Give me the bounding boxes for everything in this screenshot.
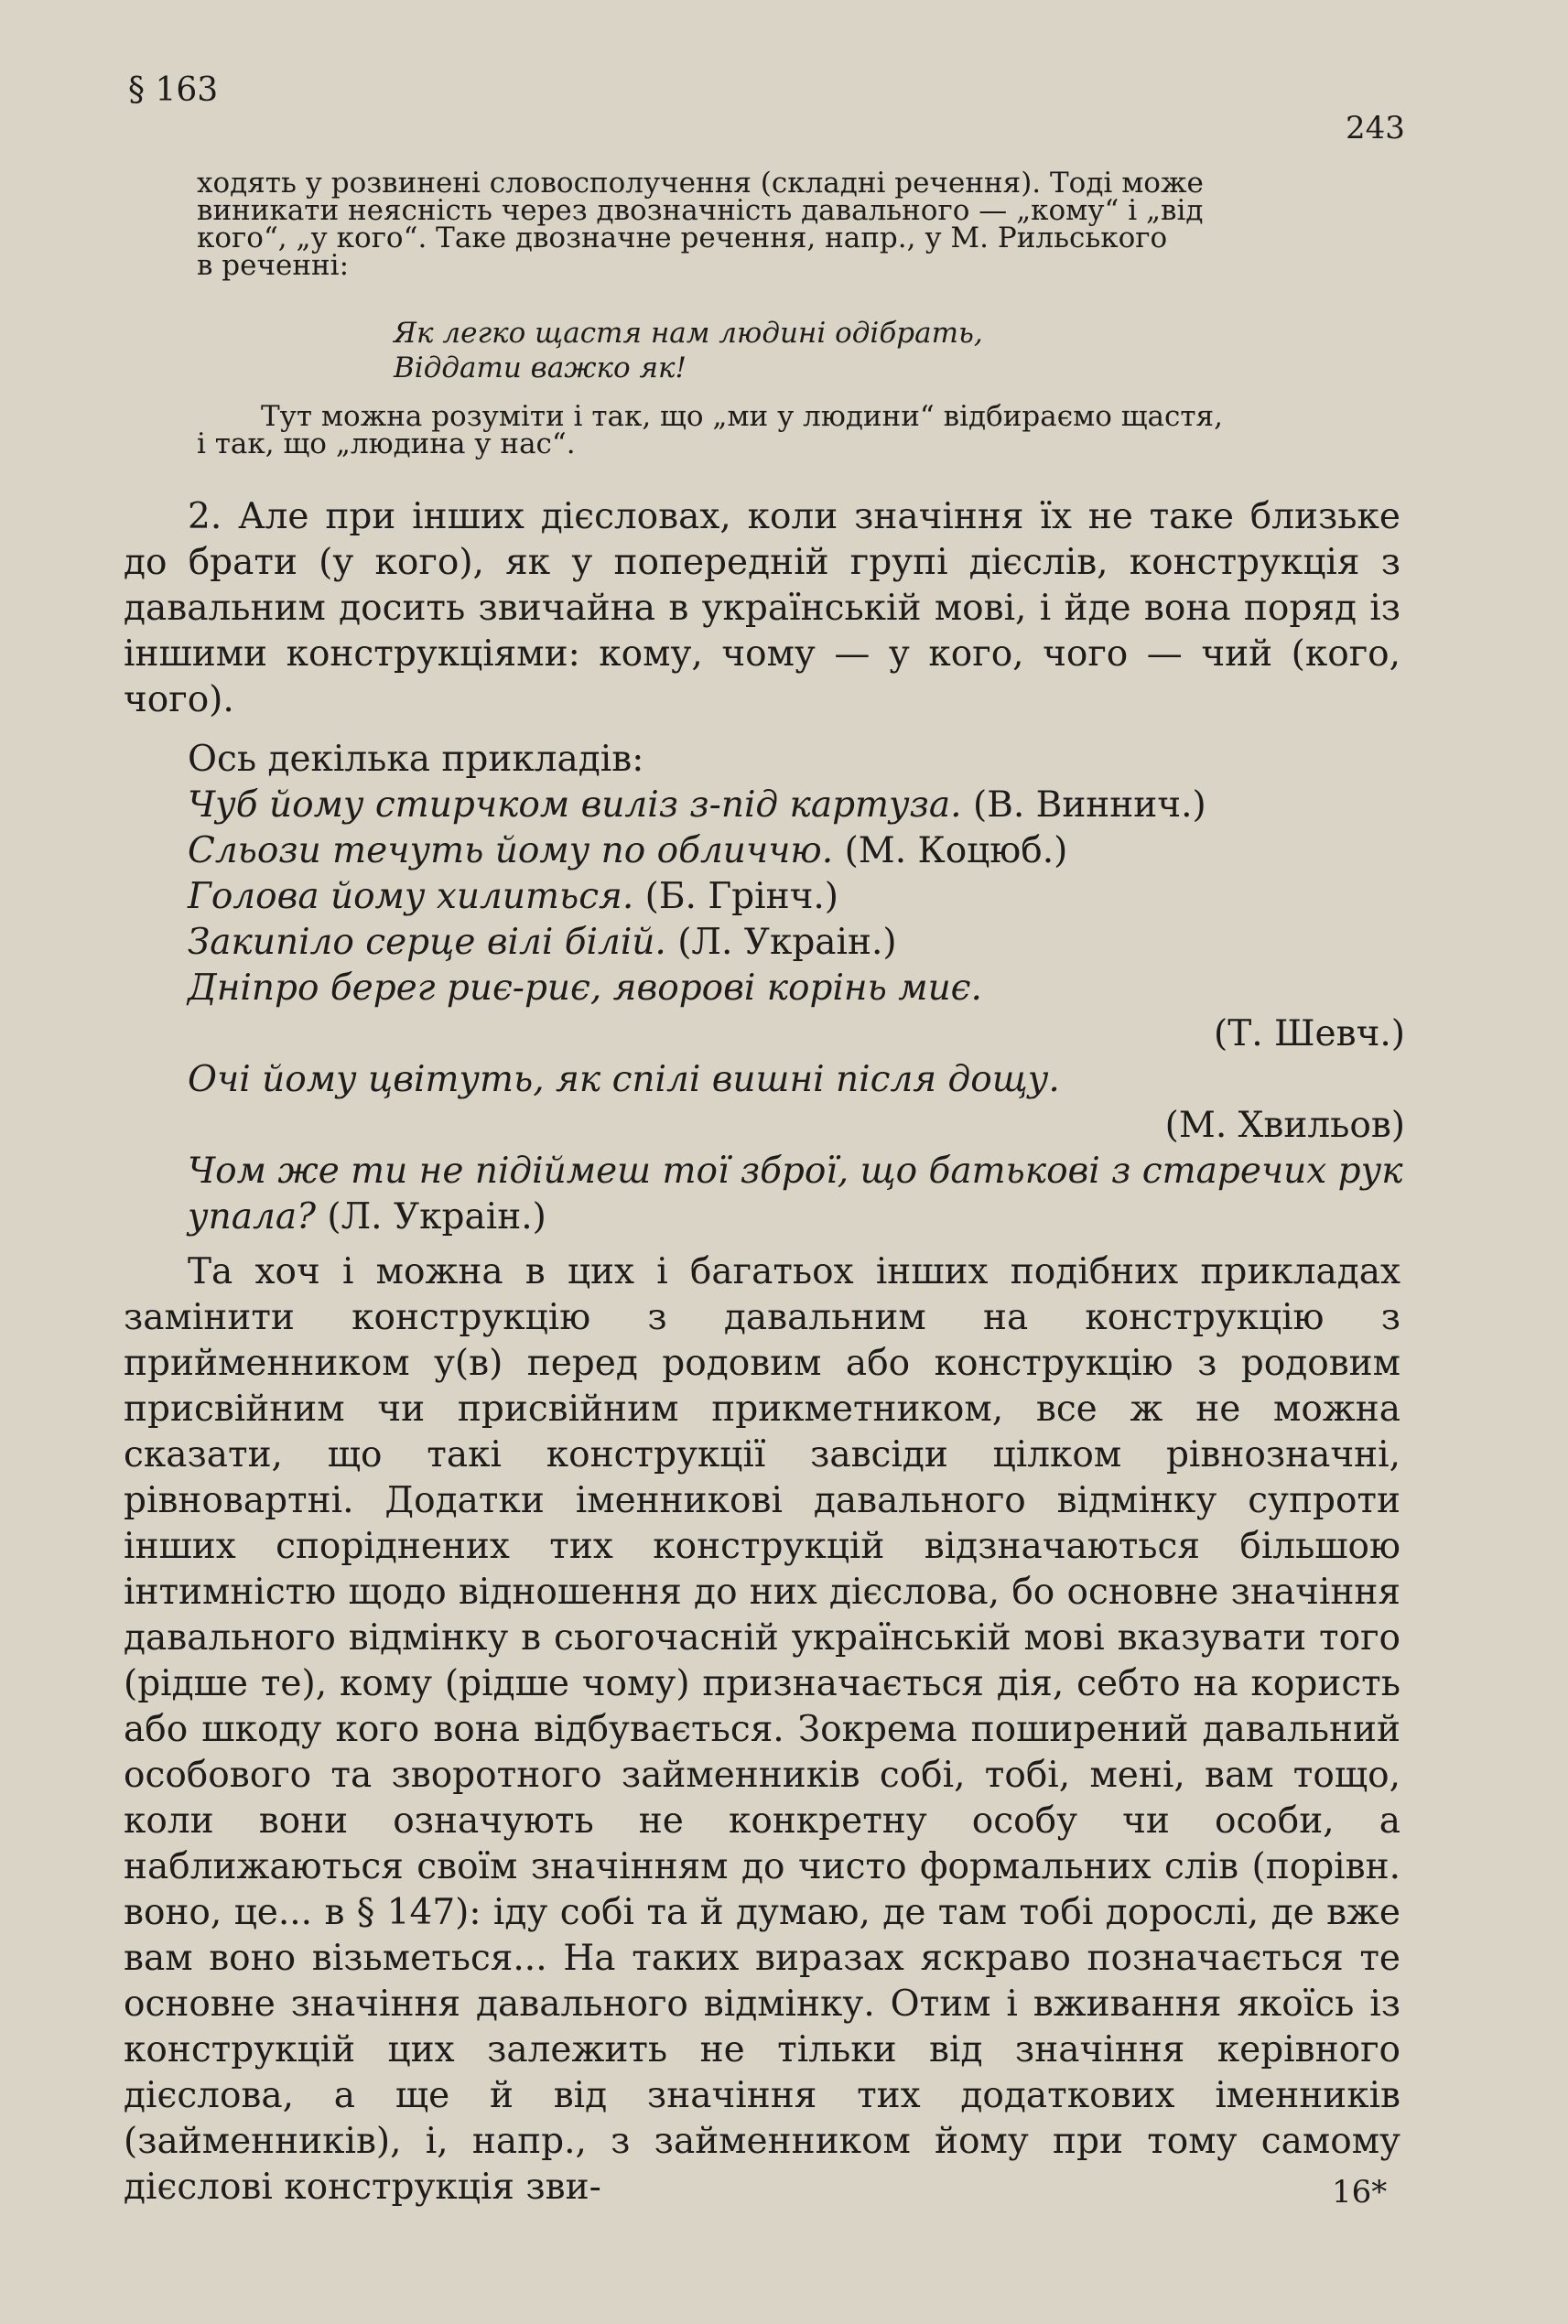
example-source: (М. Хвильов): [1164, 1105, 1405, 1146]
example-text: Сльози течуть йому по обличчю.: [188, 830, 834, 871]
examples-block: [188, 737, 1405, 1240]
explain-paragraph: [197, 400, 1405, 460]
paragraph-text: Та хоч і можна в цих і багатьох інших подібних прикладах замінити конструкцію з давальним на конструкцію з прийменником у(в) перед родовим або конструкцію з родовим присвійним чи присвійним прикметником, все ж не можна сказати, що такі конструкції завсіди цілком рівнозначні, рівновартні. Додатки іменникові давального відмінку супроти інших споріднених тих конструкцій відзначаються більшою інтимністю щодо відношення до них дієслова, бо основне значіння давального відмінку в сьогочасній українській мові вказувати того (рідше те), кому (рідше чому) призначається дія, себто на користь або шкоду кого вона відбувається. Зокрема поширений давальний особового та зворотного займенників собі, тобі, мені, вам тощо, коли вони означують не конкретну особу чи особи, а наближаються своїм значінням до чисто формальних слів (порівн. воно, це... в § 147): іду собі та й думаю, де там тобі дорослі, де вже вам воно візьметься... На таких виразах яскраво позначається те основне значіння давального відмінку. Отим і вживання якоїсь із конструкцій цих залежить не тільки від значіння керівного дієслова, а ще й від значіння тих додаткових іменників (займенників), і, напр., з займенником йому при тому самому дієслові конструкція зви-: [124, 1251, 1400, 2208]
example-text: Чуб йому стирчком виліз з-під картуза.: [188, 784, 962, 826]
example-source: (Б. Грінч.): [644, 876, 838, 917]
section-number: § 163: [128, 71, 219, 109]
examples-intro: Ось декілька прикладів:: [188, 739, 644, 780]
example-line: [188, 920, 1405, 966]
text-line: і так, що „людина у нас“.: [197, 427, 576, 460]
poem-line: Як легко щастя нам людині одібрать,: [394, 317, 983, 350]
poem-quote: [394, 316, 983, 385]
example-source: (В. Виннич.): [972, 784, 1206, 826]
example-text: Голова йому хилиться.: [188, 876, 634, 917]
paragraph-3: [124, 1249, 1400, 2211]
page-number: 243: [1346, 110, 1405, 146]
printer-signature: 16*: [1332, 2174, 1388, 2211]
example-line: [188, 1149, 1405, 1240]
example-text: Чом же ти не підіймеш тої зброї, що батькові з старечих рук упала?: [188, 1151, 1403, 1238]
example-line: [188, 783, 1405, 828]
text-line: ходять у розвинені словосполучення (складні речення). Тоді може: [197, 167, 1204, 200]
example-line: [188, 874, 1405, 920]
example-source: (Л. Украін.): [327, 1196, 546, 1238]
text-line: Тут можна розуміти і так, що „ми у людини“ відбираємо щастя,: [261, 400, 1223, 433]
example-line: [188, 1057, 1405, 1103]
top-paragraph: [197, 167, 1405, 282]
example-text: Дніпро берег риє-риє, яворові корінь миє.: [188, 967, 982, 1009]
example-line: [188, 966, 1405, 1011]
example-source: (Л. Украін.): [677, 922, 897, 963]
text-line: в реченні:: [197, 249, 350, 282]
paragraph-2: [124, 494, 1400, 723]
text-line: кого“, „у кого“. Таке двозначне речення, напр., у М. Рильського: [197, 222, 1168, 254]
example-text: Закипіло серце вілі білій.: [188, 922, 666, 963]
text-line: виникати неясність через двозначність давального — „кому“ і „від: [197, 194, 1204, 227]
paragraph-text: 2. Але при інших дієсловах, коли значіння їх не таке близьке до брати (у кого), як у попередній групі дієслів, конструкція з давальним досить звичайна в українській мові, і йде вона поряд із іншими конструкціями: кому, чому — у кого, чого — чий (кого, чого).: [124, 496, 1400, 720]
poem-line: Віддати важко як!: [394, 351, 687, 384]
example-source: (М. Коцюб.): [844, 830, 1068, 871]
example-text: Очі йому цвітуть, як спілі вишні після дощу.: [188, 1059, 1060, 1100]
example-line: [188, 828, 1405, 874]
example-source: (Т. Шевч.): [1214, 1013, 1405, 1054]
